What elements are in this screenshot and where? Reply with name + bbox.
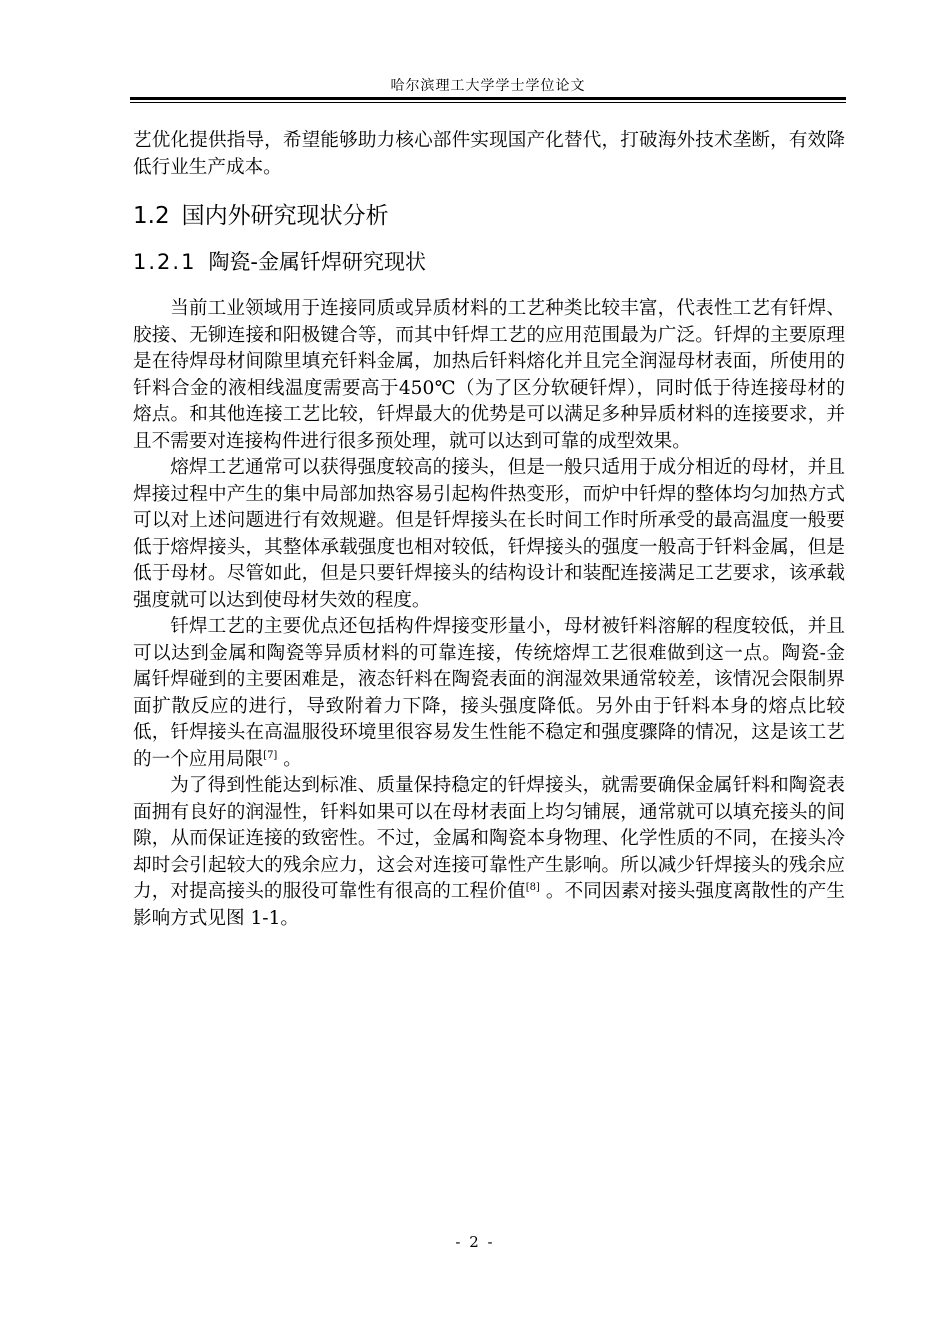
subsection-title: 陶瓷-金属钎焊研究现状 [208,250,427,274]
paragraph-text-end: 。不同因素对接头强度离散性的产生影响方式见图 1-1。 [133,881,845,929]
body-paragraph-3 [133,614,845,773]
citation-8[interactable]: [8] [525,881,540,893]
header-rule-thin [130,102,846,103]
subsection-number: 1.2.1 [133,250,197,274]
citation-7[interactable]: [7] [263,749,278,761]
subsection-heading [133,248,845,276]
paragraph-text: 为了得到性能达到标准、质量保持稳定的钎焊接头，就需要确保金属钎料和陶瓷表面拥有良好的润湿性，钎料如果可以在母材表面上均匀铺展，通常就可以填充接头的间隙，从而保证连接的致密性。不过，金属和陶瓷本身物理、化学性质的不同，在接头冷却时会引起较大的残余应力，这会对连接可靠性产生影响。所以减少钎焊接头的残余应力，对提高接头的服役可靠性有很高的工程价值 [133,775,845,902]
running-header: 哈尔滨理工大学学士学位论文 [390,78,586,94]
paragraph-text: 钎焊工艺的主要优点还包括构件焊接变形量小，母材被钎料溶解的程度较低，并且可以达到金属和陶瓷等异质材料的可靠连接，传统熔焊工艺很难做到这一点。陶瓷-金属钎焊碰到的主要困难是，液态钎料在陶瓷表面的润湿效果通常较差，该情况会限制界面扩散反应的进行，导致附着力下降，接头强度降低。另外由于钎料本身的熔点比较低，钎焊接头在高温服役环境里很容易发生性能不稳定和强度骤降的情况，这是该工艺的一个应用局限 [133,616,845,770]
page-content [133,128,845,932]
continued-paragraph: 艺优化提供指导，希望能够助力核心部件实现国产化替代，打破海外技术垄断，有效降低行业生产成本。 [133,130,845,178]
paragraph-text-end: 。 [277,748,302,770]
section-heading [133,201,845,231]
body-paragraph-4 [133,773,845,932]
page-number: - 2 - [455,1233,495,1251]
section-title: 国内外研究现状分析 [181,203,389,229]
header-rule-thick [130,97,846,100]
body-paragraph-1: 当前工业领域用于连接同质或异质材料的工艺种类比较丰富，代表性工艺有钎焊、胶接、无铆连接和阳极键合等，而其中钎焊工艺的应用范围最为广泛。钎焊的主要原理是在待焊母材间隙里填充钎料金属，加热后钎料熔化并且完全润湿母材表面，所使用的钎料合金的液相线温度需要高于450℃（为了区分软硬钎焊），同时低于待连接母材的熔点。和其他连接工艺比较，钎焊最大的优势是可以满足多种异质材料的连接要求，并且不需要对连接构件进行很多预处理，就可以达到可靠的成型效果。 [133,298,845,452]
body-paragraph-2: 熔焊工艺通常可以获得强度较高的接头，但是一般只适用于成分相近的母材，并且焊接过程中产生的集中局部加热容易引起构件热变形，而炉中钎焊的整体均匀加热方式可以对上述问题进行有效规避。但是钎焊接头在长时间工作时所承受的最高温度一般要低于熔焊接头，其整体承载强度也相对较低，钎焊接头的强度一般高于钎料金属，但是低于母材。尽管如此，但是只要钎焊接头的结构设计和装配连接满足工艺要求，该承载强度就可以达到使母材失效的程度。 [133,457,845,611]
section-number: 1.2 [133,203,170,229]
